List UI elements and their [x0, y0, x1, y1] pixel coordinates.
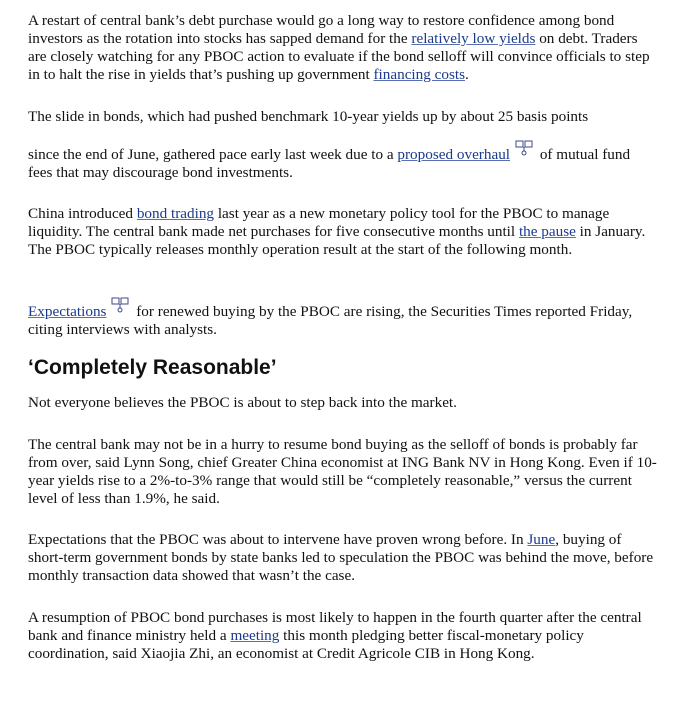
text: last year as a new monetary policy tool for the PBOC to manage liquidity. The central bank made net purchases for five consecutive months until	[28, 205, 610, 240]
glossary-icon[interactable]	[111, 297, 129, 313]
link-the-pause[interactable]: the pause	[518, 223, 576, 240]
link-relatively-low-yields[interactable]: relatively low yields	[411, 30, 536, 47]
paragraph-restart	[28, 12, 658, 84]
link-june[interactable]: June	[527, 531, 556, 548]
text: of mutual fund fees that may discourage bond investments.	[28, 146, 631, 181]
article-body	[28, 12, 658, 687]
link-proposed-overhaul[interactable]: proposed overhaul	[397, 146, 511, 163]
text: , buying of short-term government bonds by state banks led to speculation the PBOC was behind the move, before monthly transaction data showed that wasn’t the case.	[28, 531, 654, 584]
text: for renewed buying by the PBOC are rising, the Securities Times reported Friday, citing interviews with analysts.	[28, 303, 633, 338]
text: A restart of central bank’s debt purchase would go a long way to restore confidence among bond investors as the rotation into stocks has sapped demand for the	[28, 12, 615, 47]
paragraph-resumption	[28, 609, 658, 663]
paragraph-expectations	[28, 297, 658, 339]
section-heading: ‘Completely Reasonable’	[28, 356, 277, 379]
paragraph-june	[28, 531, 658, 585]
text: .	[465, 66, 469, 83]
text: China introduced	[28, 205, 137, 222]
link-financing-costs[interactable]: financing costs	[373, 66, 466, 83]
text: A resumption of PBOC bond purchases is most likely to happen in the fourth quarter after the central bank and finance ministry held a	[28, 609, 642, 644]
glossary-icon[interactable]	[515, 140, 533, 156]
paragraph-bond-trading	[28, 205, 658, 259]
text: on debt. Traders are closely watching for any PBOC action to evaluate if the bond selloff will convince officials to step in to halt the rise in yields that’s pushing up government	[28, 30, 650, 83]
text: since the end of June, gathered pace early last week due to a	[28, 146, 398, 163]
paragraph-lynn-song: The central bank may not be in a hurry to resume bond buying as the selloff of bonds is probably far from over, said Lynn Song, chief Greater China economist at ING Bank NV in Hong Kong. Even if 10-year yields rise to a 2%-to-3% range that would still be “completely reasonable,” versus the current level of less than 1.9%, he said.	[28, 436, 657, 507]
link-expectations[interactable]: Expectations	[28, 303, 107, 320]
link-meeting[interactable]: meeting	[230, 627, 280, 644]
text: The slide in bonds, which had pushed benchmark 10-year yields up by about 25 basis points	[28, 108, 589, 125]
paragraph-slide-in-bonds	[28, 108, 658, 182]
text: Expectations that the PBOC was about to intervene have proven wrong before. In	[28, 531, 528, 548]
paragraph-not-everyone: Not everyone believes the PBOC is about to step back into the market.	[28, 394, 457, 411]
link-bond-trading[interactable]: bond trading	[136, 205, 215, 222]
text: in January. The PBOC typically releases monthly operation result at the start of the following month.	[28, 223, 646, 258]
text: this month pledging better fiscal-monetary policy coordination, said Xiaojia Zhi, an economist at Credit Agricole CIB in Hong Kong.	[28, 627, 584, 662]
